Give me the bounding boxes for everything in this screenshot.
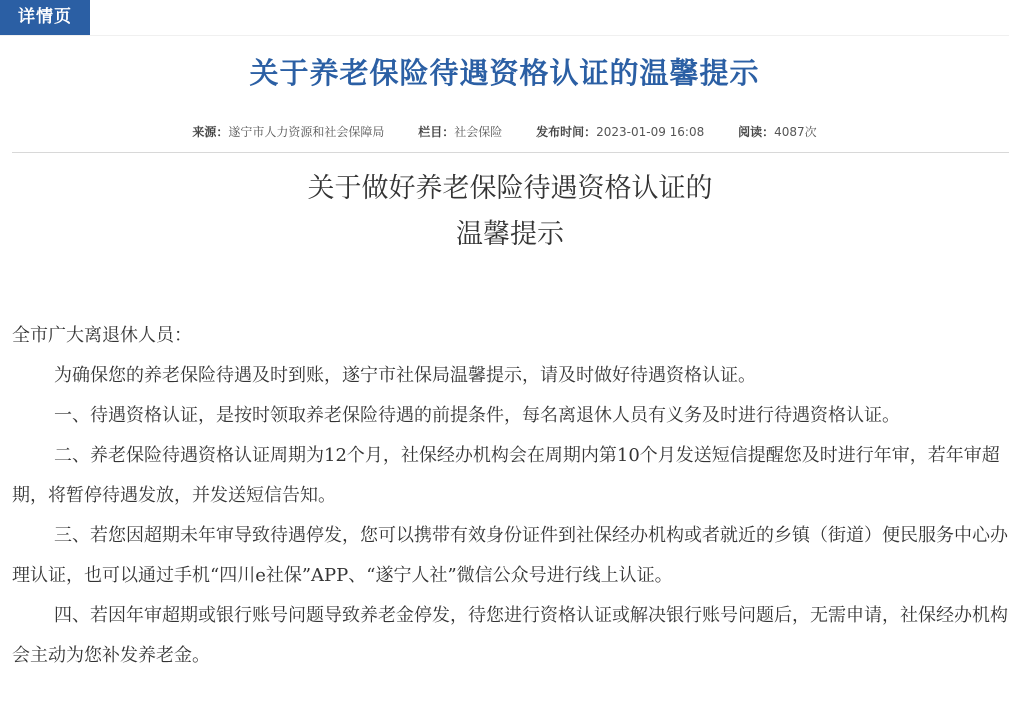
salutation: 全市广大离退休人员： (12, 325, 192, 346)
paragraph-intro: 为确保您的养老保险待遇及时到账，遂宁市社保局温馨提示，请及时做好待遇资格认证。 (54, 365, 756, 386)
meta-column (418, 121, 502, 143)
page-title: 关于养老保险待遇资格认证的温馨提示 (249, 56, 760, 90)
article-subtitle (0, 166, 1009, 258)
paragraph-4: 四、若因年审超期或银行账号问题导致养老金停发，待您进行资格认证或解决银行账号问题后，无需申请，社保经办机构会主动为您补发养老金。 (12, 605, 1008, 666)
meta-published-value: 2023-01-09 16:08 (596, 125, 705, 139)
tab-bar (0, 0, 1009, 36)
header-divider (12, 152, 1009, 153)
meta-column-value: 社会保险 (454, 125, 503, 139)
meta-published (536, 121, 704, 143)
meta-reads-value: 4087次 (774, 125, 817, 139)
subtitle-line-2: 温馨提示 (456, 219, 564, 250)
paragraph-3: 三、若您因超期未年审导致待遇停发，您可以携带有效身份证件到社保经办机构或者就近的乡镇（街道）便民服务中心办理认证，也可以通过手机“四川e社保”APP、“遂宁人社”微信公众号进行线上认证。 (12, 525, 1008, 586)
meta-column-label: 栏目： (418, 125, 455, 139)
meta-source-label: 来源： (192, 125, 229, 139)
meta-source-value: 遂宁市人力资源和社会保障局 (228, 125, 385, 139)
article-meta (0, 121, 1009, 143)
paragraph-2: 二、养老保险待遇资格认证周期为12个月，社保经办机构会在周期内第10个月发送短信提醒您及时进行年审，若年审超期，将暂停待遇发放，并发送短信告知。 (12, 445, 1000, 506)
meta-reads-label: 阅读： (738, 125, 775, 139)
paragraph-1: 一、待遇资格认证，是按时领取养老保险待遇的前提条件，每名离退休人员有义务及时进行待遇资格认证。 (54, 405, 900, 426)
tab-detail-page[interactable]: 详情页 (0, 0, 90, 35)
article-body (12, 316, 1009, 676)
subtitle-line-1: 关于做好养老保险待遇资格认证的 (307, 173, 713, 204)
meta-reads (738, 121, 817, 143)
meta-published-label: 发布时间： (536, 125, 597, 139)
meta-source (192, 121, 384, 143)
